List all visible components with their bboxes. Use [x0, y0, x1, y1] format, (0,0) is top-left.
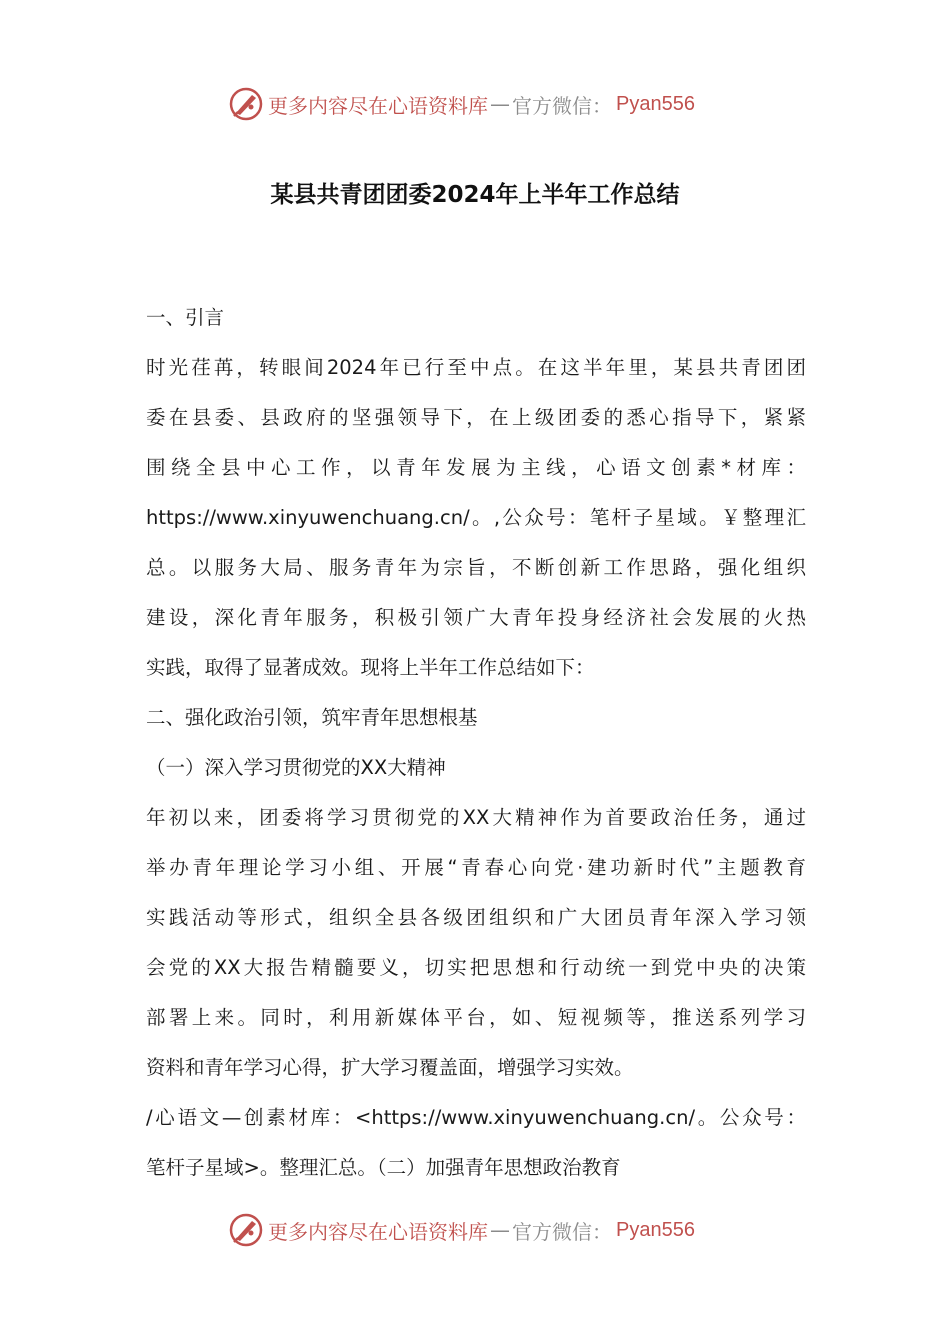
- paragraph-line: 会党的XX大报告精髓要义，切实把思想和行动统一到党中央的决策: [146, 956, 806, 979]
- section-heading: 一、引言: [146, 306, 225, 329]
- paragraph-line: 年初以来，团委将学习贯彻党的XX大精神作为首要政治任务，通过: [146, 806, 806, 829]
- paragraph-line: 委在县委、县政府的坚强领导下，在上级团委的悉心指导下，紧紧: [146, 406, 806, 429]
- quill-pen-logo-icon: [228, 1212, 264, 1248]
- paragraph-line: 部署上来。同时，利用新媒体平台，如、短视频等，推送系列学习: [146, 1006, 806, 1029]
- paragraph-line: 实践活动等形式，组织全县各级团组织和广大团员青年深入学习领: [146, 906, 806, 929]
- watermark-wechat-id: Pyan556: [616, 1218, 695, 1241]
- paragraph-line: 总。以服务大局、服务青年为宗旨，不断创新工作思路，强化组织: [146, 556, 806, 579]
- paragraph-line: /心语文—创素材库：<https://www.xinyuwenchuang.cn/。公众号：: [146, 1106, 806, 1129]
- subsection-heading: （一）深入学习贯彻党的XX大精神: [146, 756, 446, 779]
- watermark-wechat-id: Pyan556: [616, 92, 695, 115]
- paragraph-line: 建设，深化青年服务，积极引领广大青年投身经济社会发展的火热: [146, 606, 806, 629]
- paragraph-line: 时光荏苒，转眼间2024年已行至中点。在这半年里，某县共青团团: [146, 356, 806, 379]
- watermark-dash: —: [490, 1218, 510, 1242]
- watermark-slogan: 更多内容尽在心语资料库: [268, 93, 488, 118]
- watermark-banner-top: [228, 84, 695, 124]
- watermark-dash: —: [490, 92, 510, 116]
- watermark-slogan: 更多内容尽在心语资料库: [268, 1219, 488, 1244]
- document-title: 某县共青团团委2024年上半年工作总结: [270, 182, 680, 208]
- section-heading: 二、强化政治引领，筑牢青年思想根基: [146, 706, 478, 729]
- watermark-wechat-label: 官方微信：: [512, 1219, 612, 1244]
- paragraph-line: 笔杆子星域>。整理汇总。（二）加强青年思想政治教育: [146, 1156, 621, 1179]
- document-body: [146, 300, 806, 1200]
- paragraph-line: 实践，取得了显著成效。现将上半年工作总结如下：: [146, 656, 595, 679]
- watermark-wechat-label: 官方微信：: [512, 93, 612, 118]
- paragraph-line: https://www.xinyuwenchuang.cn/。,公众号：笔杆子星域。￥整理汇: [146, 506, 806, 529]
- paragraph-line: 围绕全县中心工作，以青年发展为主线，心语文创素*材库：: [146, 456, 806, 479]
- quill-pen-logo-icon: [228, 86, 264, 122]
- watermark-banner-bottom: [228, 1210, 695, 1250]
- paragraph-line: 资料和青年学习心得，扩大学习覆盖面，增强学习实效。: [146, 1056, 634, 1079]
- paragraph-line: 举办青年理论学习小组、开展“青春心向党·建功新时代”主题教育: [146, 856, 806, 879]
